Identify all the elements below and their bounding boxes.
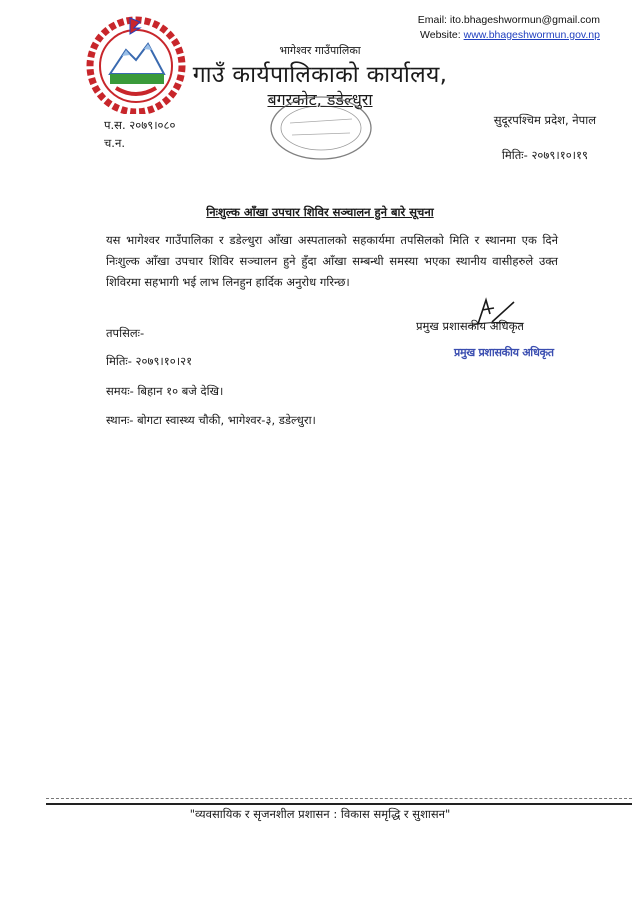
footer-divider-dashed — [46, 798, 632, 799]
camp-date: मितिः- २०७९।१०।२१ — [106, 354, 193, 368]
details-label: तपसिलः- — [106, 326, 145, 340]
website-label: Website: — [420, 29, 464, 41]
dispatch-number: च.न. — [104, 136, 125, 150]
notice-subject: निःशुल्क आँखा उपचार शिविर सञ्चालन हुने बारे सूचना — [206, 205, 434, 219]
reference-block — [104, 116, 176, 152]
camp-time: समयः- बिहान १० बजे देखि। — [106, 384, 224, 398]
office-location: बगरकोट, डडेल्धुरा — [267, 90, 373, 109]
office-title: गाउँ कार्यपालिकाको कार्यालय, — [192, 62, 448, 88]
footer-divider — [46, 803, 632, 805]
office-stamp-icon — [262, 93, 380, 163]
signer-title: प्रमुख प्रशासकीय अधिकृत — [416, 319, 524, 333]
province-text: सुदूरपश्चिम प्रदेश, नेपाल — [493, 113, 596, 127]
signer-stamp: प्रमुख प्रशासकीय अधिकृत — [454, 346, 554, 359]
municipality-name: भागेश्वर गाउँपालिका — [279, 44, 361, 57]
reference-number: प.स. २०७९।०८० — [104, 118, 176, 132]
website-link[interactable]: www.bhageshwormun.gov.np — [463, 29, 600, 41]
contact-block — [418, 13, 600, 43]
footer-motto: "व्यवसायिक र सृजनशील प्रशासन : विकास समृद्धि र सुशासन" — [189, 807, 451, 821]
letter-date: मितिः- २०७९।१०।१९ — [501, 148, 588, 162]
camp-venue: स्थानः- बोगटा स्वास्थ्य चौकी, भागेश्वर-३, डडेल्धुरा। — [106, 413, 316, 427]
email-text: Email: ito.bhageshwormun@gmail.com — [417, 14, 600, 26]
notice-body: यस भागेश्वर गाउँपालिका र डडेल्धुरा आँखा अस्पतालको सहकार्यमा तपसिलको मिति र स्थानमा एक दिने निःशुल्क आँखा उपचार शिविर सञ्चालन हुने हुँदा आँखा सम्बन्धी समस्या भएका स्थानीय वासीहरुले उक्त शिविरमा सहभागी भई लाभ लिनहुन हार्दिक अनुरोध गरिन्छ। — [106, 233, 558, 289]
